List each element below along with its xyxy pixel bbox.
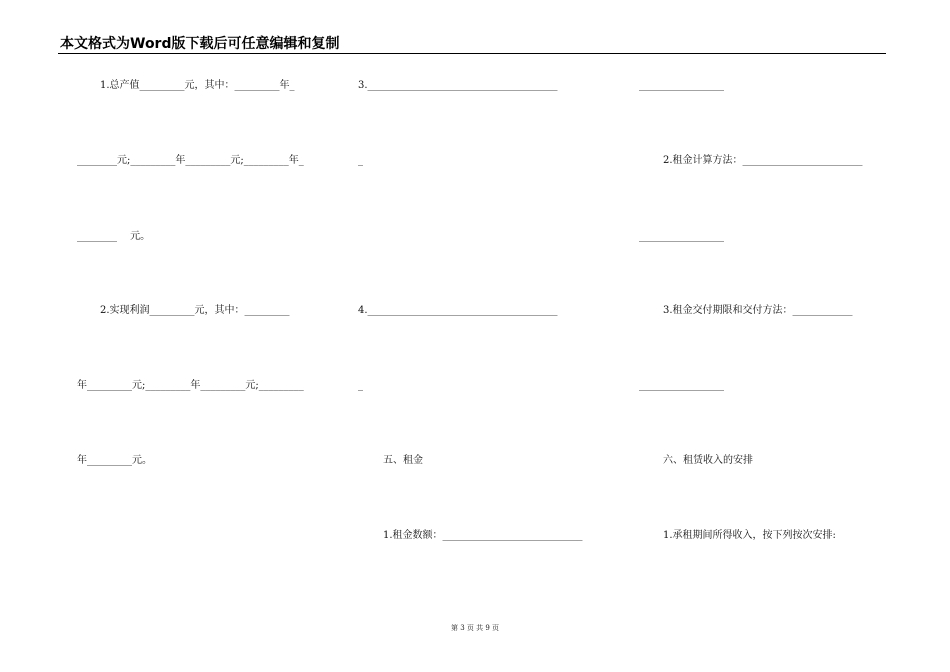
page-number: 第 3 页 共 9 页 bbox=[450, 624, 500, 632]
item-4-line-2: _ bbox=[358, 380, 363, 391]
profit-line-1: 2.实现利润_________元，其中：_________ bbox=[100, 305, 290, 316]
gross-output-line-3: ________ 元。 bbox=[77, 231, 151, 242]
item-3-line-2: _ bbox=[358, 155, 363, 166]
section-5-heading: 五、租金 bbox=[383, 455, 423, 466]
rent-calculation-method: 2.租金计算方法：________________________ bbox=[663, 155, 863, 166]
blank-line-1: _________________ bbox=[639, 80, 724, 91]
gross-output-line-1: 1.总产值_________元，其中：_________年_ bbox=[100, 80, 295, 91]
profit-line-2: 年_________元;_________年_________元;_________ bbox=[77, 380, 304, 391]
header-divider bbox=[58, 53, 886, 54]
income-arrangement-line: 1.承租期间所得收入，按下列按次安排: bbox=[663, 530, 836, 541]
profit-line-3: 年_________元。 bbox=[77, 455, 152, 466]
blank-line-3: _________________ bbox=[639, 380, 724, 391]
header-title: 本文格式为Word版下载后可任意编辑和复制 bbox=[60, 36, 340, 52]
item-4-line-1: 4.______________________________________ bbox=[358, 305, 558, 316]
blank-line-2: _________________ bbox=[639, 231, 724, 242]
rent-payment-terms: 3.租金交付期限和交付方法：____________ bbox=[663, 305, 853, 316]
section-6-heading: 六、租赁收入的安排 bbox=[663, 455, 753, 466]
item-3-line-1: 3.______________________________________ bbox=[358, 80, 558, 91]
gross-output-line-2: ________元;_________年_________元;_________年_ bbox=[77, 155, 304, 166]
rent-amount-line: 1.租金数额：____________________________ bbox=[383, 530, 583, 541]
